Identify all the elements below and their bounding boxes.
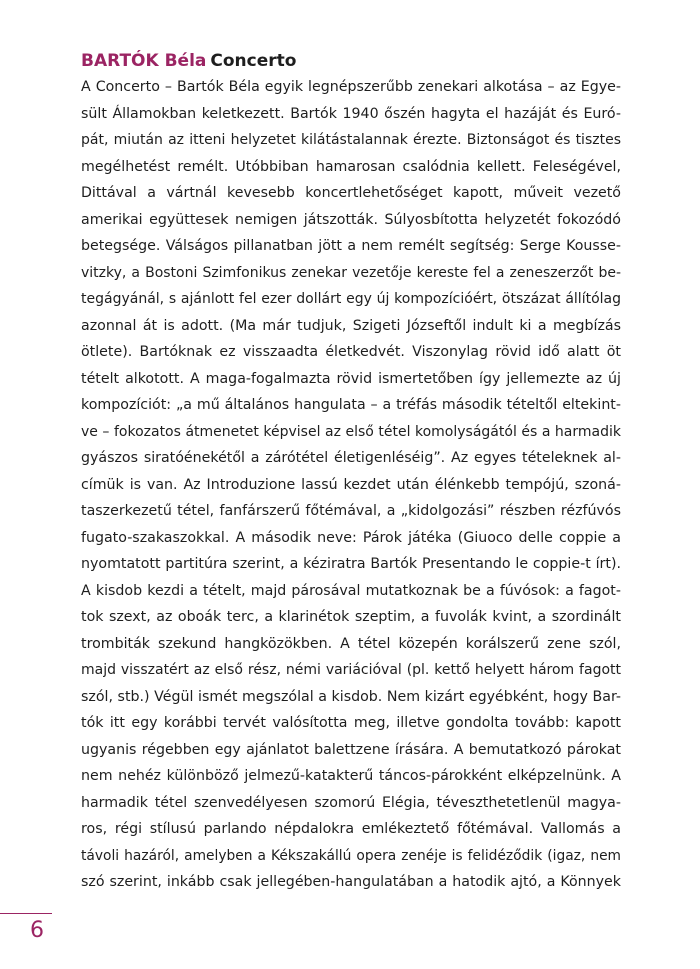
text-line: fugato-szakaszokkal. A második neve: Párok játéka (Giuoco delle coppie a: [81, 529, 621, 546]
article: [81, 50, 621, 896]
text-line: tételt alkotott. A maga-fogalmazta rövid ismertetőben így jellemezte az új: [81, 370, 621, 387]
text-line: tok szext, az oboák terc, a klarinétok szeptim, a fuvolák kvint, a szordinált: [81, 609, 621, 625]
text-line: távoli hazáról, amelyben a Kékszakállú opera zenéje is felidéződik (igaz, nem: [81, 847, 621, 864]
text-line: megélhetést remélt. Utóbbiban hamarosan csalódnia kellett. Feleségével,: [81, 158, 621, 175]
text-line: gyászos siratóénekétől a zárótétel életigenléséig”. Az egyes tételeknek al-: [81, 450, 621, 466]
text-line: ve – fokozatos átmenetet képvisel az első tétel komolyságától és a harmadik: [81, 423, 621, 440]
text-line: A kisdob kezdi a tételt, majd párosával mutatkoznak be a fúvósok: a fagot-: [81, 582, 621, 599]
text-line: pát, miután az itteni helyzetet kilátástalannak érezte. Biztonságot és tisztes: [81, 132, 621, 148]
text-line: ros, régi stílusú parlando népdalokra emlékeztető főtémával. Vallomás a: [81, 821, 621, 837]
text-line: nyomtatott partitúra szerint, a kéziratra Bartók Presentando le coppie-t írt).: [81, 556, 621, 572]
text-line: szó szerint, inkább csak jellegében-hangulatában a hatodik ajtó, a Könnyek: [81, 874, 621, 890]
text-line: betegsége. Válságos pillanatban jött a nem remélt segítség: Serge Kousse-: [81, 238, 621, 254]
text-line: vitzky, a Bostoni Szimfonikus zenekar vezetője kereste fel a zeneszerzőt be-: [81, 264, 621, 281]
text-line: címük is van. Az Introduzione lassú kezdet után élénkebb tempójú, szoná-: [81, 476, 621, 493]
work-title: Concerto: [210, 51, 297, 71]
text-line: nem nehéz különböző jelmezű-katakterű táncos-párokként elképzelnünk. A: [81, 768, 621, 784]
text-line: Dittával a vártnál kevesebb koncertlehetőséget kapott, műveit vezető: [81, 185, 621, 201]
text-line: A Concerto – Bartók Béla egyik legnépszerűbb zenekari alkotása – az Egye-: [81, 79, 621, 95]
text-line: harmadik tétel szenvedélyesen szomorú Elégia, téveszthetetlenül magya-: [81, 794, 621, 811]
text-line: tók itt egy korábbi tervét valósította meg, illetve gondolta tovább: kapott: [81, 715, 621, 731]
body-text: [81, 74, 621, 896]
text-line: ugyanis régebben egy ajánlatot balettzene írására. A bemutatkozó párokat: [81, 741, 621, 758]
article-heading: [81, 50, 621, 72]
composer-name: BARTÓK Béla: [81, 51, 207, 71]
text-line: trombiták szekund hangközökben. A tétel közepén korálszerű zene szól,: [81, 635, 621, 652]
text-line: szól, stb.) Végül ismét megszólal a kisdob. Nem kizárt egyébként, hogy Bar-: [81, 688, 621, 705]
text-line: ötlete). Bartóknak ez visszaadta életkedvét. Viszonylag rövid idő alatt öt: [81, 344, 621, 360]
text-line: kompozíciót: „a mű általános hangulata – a tréfás második tételtől eltekint-: [81, 397, 621, 413]
text-line: azonnal át is adott. (Ma már tudjuk, Szigeti Józseftől indult ki a megbízás: [81, 317, 621, 334]
text-line: majd visszatért az első rész, némi variációval (pl. kettő helyett három fagott: [81, 662, 621, 678]
page-number-rule: [0, 913, 52, 914]
text-line: taszerkezetű tétel, fanfárszerű főtémával, a „kidolgozási” részben rézfúvós: [81, 503, 621, 519]
page-number: 6: [30, 918, 44, 943]
text-line: sült Államokban keletkezett. Bartók 1940 őszén hagyta el hazáját és Euró-: [81, 105, 621, 122]
text-line: amerikai együttesek nemigen játszották. Súlyosbította helyzetét fokozódó: [81, 211, 621, 228]
text-line: tegágyánál, s ajánlott fel ezer dollárt egy új kompozícióért, ötszázat állítólag: [81, 291, 621, 307]
